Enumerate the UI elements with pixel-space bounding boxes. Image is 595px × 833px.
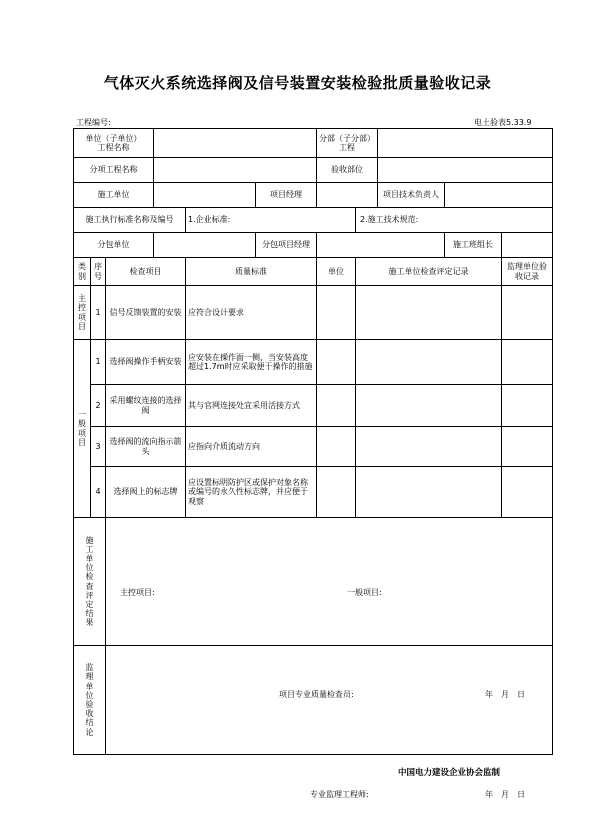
col-unit: 单位 <box>317 258 356 286</box>
row-supervisor-record[interactable] <box>502 385 553 427</box>
project-no-label: 工程编号: <box>76 118 111 127</box>
row-supervisor-record[interactable] <box>502 427 553 467</box>
row-seq: 3 <box>91 427 106 467</box>
row-seq: 1 <box>91 286 106 340</box>
row-standard: 其与官网连接处宜采用活接方式 <box>186 385 317 427</box>
row-unit[interactable] <box>317 385 356 427</box>
subcontractor-value[interactable] <box>154 233 256 258</box>
table-row <box>74 427 553 467</box>
row-item: 选择阀上的标志牌 <box>106 467 186 518</box>
standard-label: 施工执行标准名称及编号 <box>74 208 186 233</box>
row-standard: 应设置标明防护区或保护对象名称或编号的永久性标志牌，并应便于观察 <box>186 467 317 518</box>
row-standard: 应安装在操作面一侧，当安装高度超过1.7m时应采取便于操作的措施 <box>186 340 317 385</box>
table-row <box>74 467 553 518</box>
footer-issuer: 中国电力建设企业协会监制 <box>398 768 501 778</box>
unit-project-label: 单位（子单位） 工程名称 <box>74 129 154 158</box>
acceptance-part-label: 验收部位 <box>317 158 378 183</box>
acceptance-part-value[interactable] <box>378 158 553 183</box>
quality-inspector-label: 项目专业质量检查员: <box>279 689 354 699</box>
row-standard: 应指向介质流动方向 <box>186 427 317 467</box>
row-seq: 1 <box>91 340 106 385</box>
general-category-label: 一 般 项 目 <box>74 340 91 518</box>
form-number: 电土验表5.33.9 <box>474 118 532 127</box>
col-seq: 序 号 <box>91 258 106 286</box>
enterprise-standard[interactable]: 1.企业标准: <box>186 208 356 233</box>
project-manager-value[interactable] <box>317 183 378 208</box>
sub-project-value[interactable] <box>378 129 553 158</box>
tech-spec[interactable]: 2.施工技术规范: <box>356 208 553 233</box>
row-constructor-record[interactable] <box>356 385 502 427</box>
row-item: 选择阀的流向指示箭头 <box>106 427 186 467</box>
row-seq: 2 <box>91 385 106 427</box>
main-items-result-label: 主控项目: <box>120 587 155 597</box>
general-items-result-label: 一般项目: <box>347 587 382 597</box>
col-category: 类 别 <box>74 258 91 286</box>
row-constructor-record[interactable] <box>356 467 502 518</box>
row-constructor-record[interactable] <box>356 427 502 467</box>
construction-unit-value[interactable] <box>154 183 256 208</box>
table-row <box>74 385 553 427</box>
table-row <box>74 340 553 385</box>
row-item: 选择阀操作手柄安装 <box>106 340 186 385</box>
row-unit[interactable] <box>317 467 356 518</box>
row-seq: 4 <box>91 467 106 518</box>
col-item: 检查项目 <box>106 258 186 286</box>
row-supervisor-record[interactable] <box>502 467 553 518</box>
sub-project-label: 分部（子分部） 工程 <box>317 129 378 158</box>
supervising-engineer-label: 专业监理工程师: <box>310 790 369 799</box>
unit-project-value[interactable] <box>154 129 317 158</box>
construction-result-area[interactable] <box>106 518 553 699</box>
supervision-result-label: 监 理 单 位 验 收 结 论 <box>74 646 106 755</box>
col-standard: 质量标准 <box>186 258 317 286</box>
subcontractor-label: 分包单位 <box>74 233 154 258</box>
row-constructor-record[interactable] <box>356 340 502 385</box>
sub-manager-value[interactable] <box>317 233 445 258</box>
project-manager-label: 项目经理 <box>256 183 317 208</box>
row-item: 信号反馈装置的安装 <box>106 286 186 340</box>
item-project-value[interactable] <box>154 158 317 183</box>
tech-lead-label: 项目技术负责人 <box>378 183 445 208</box>
construction-date: 年 月 日 <box>485 689 525 699</box>
construction-unit-label: 施工单位 <box>74 183 154 208</box>
row-standard: 应符合设计要求 <box>186 286 317 340</box>
supervision-date: 年 月 日 <box>485 790 525 799</box>
row-unit[interactable] <box>317 340 356 385</box>
row-unit[interactable] <box>317 286 356 340</box>
main-category-label: 主 控 项 目 <box>74 286 91 340</box>
row-supervisor-record[interactable] <box>502 286 553 340</box>
col-constructor-record: 施工单位检查评定记录 <box>356 258 502 286</box>
tech-lead-value[interactable] <box>445 183 553 208</box>
row-supervisor-record[interactable] <box>502 340 553 385</box>
form-title: 气体灭火系统选择阀及信号装置安装检验批质量验收记录 <box>103 74 492 92</box>
item-project-label: 分项工程名称 <box>74 158 154 183</box>
team-leader-label: 施工班组长 <box>445 233 502 258</box>
row-item: 采用螺纹连接的选择阀 <box>106 385 186 427</box>
sub-manager-label: 分包项目经理 <box>256 233 317 258</box>
table-row <box>74 286 553 340</box>
row-unit[interactable] <box>317 427 356 467</box>
team-leader-value[interactable] <box>502 233 553 258</box>
col-supervisor-record: 监理单位验收记录 <box>502 258 553 286</box>
row-constructor-record[interactable] <box>356 286 502 340</box>
construction-result-label: 施 工 单 位 检 查 评 定 结 果 <box>74 518 106 646</box>
